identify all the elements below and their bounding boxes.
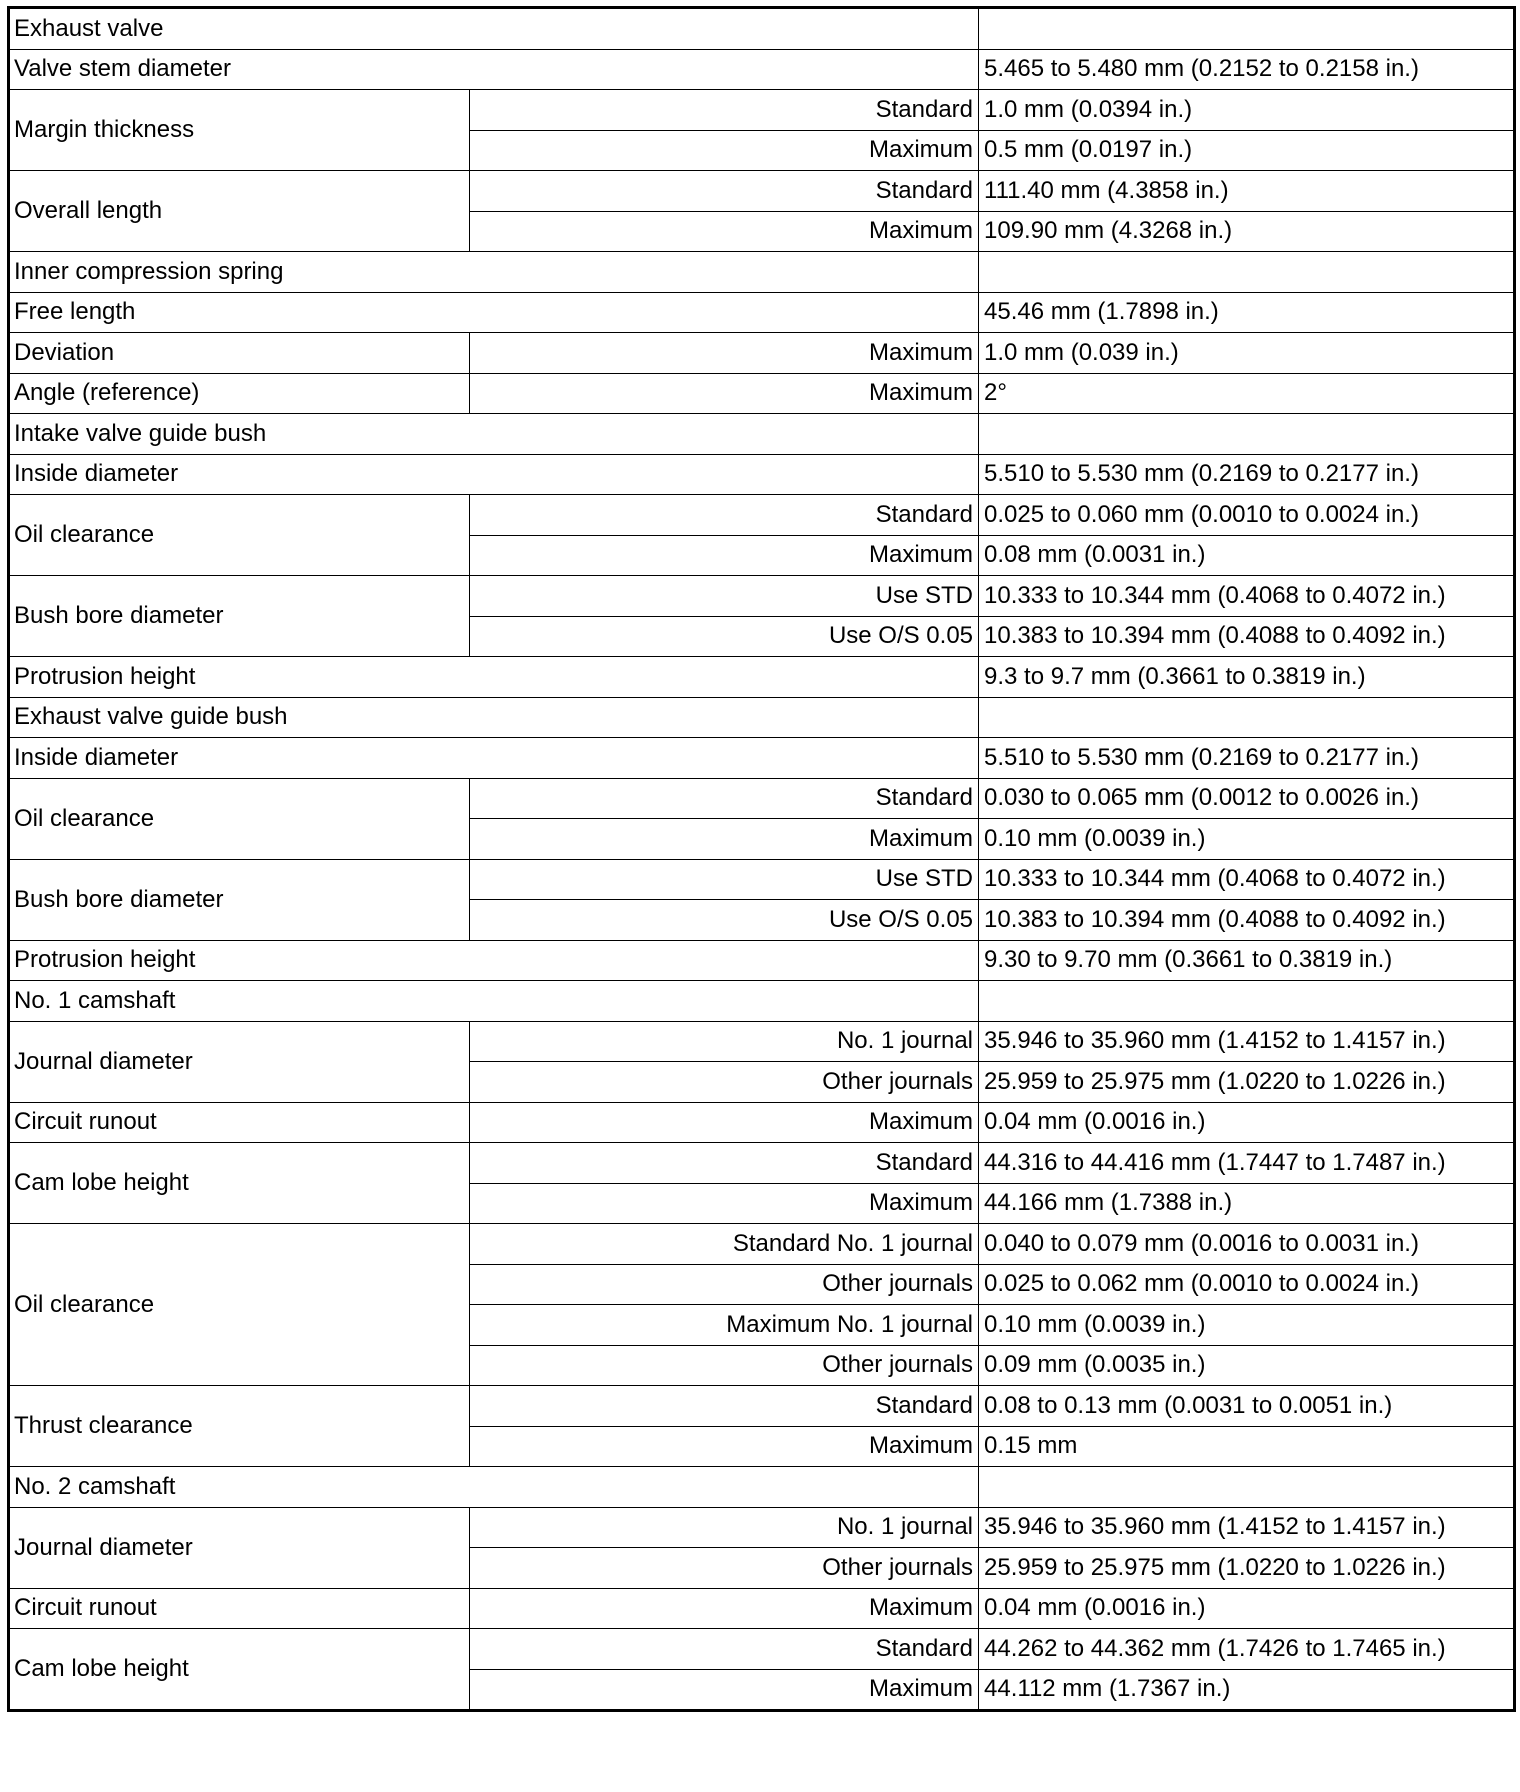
spec-label: Overall length (9, 171, 470, 252)
table-row (9, 1386, 1515, 1427)
spec-value: 44.316 to 44.416 mm (1.7447 to 1.7487 in.) (979, 1143, 1515, 1184)
spec-label: Free length (9, 292, 979, 333)
spec-label: Circuit runout (9, 1102, 470, 1143)
table-row (9, 1224, 1515, 1265)
spec-label: Protrusion height (9, 657, 979, 698)
spec-condition: Standard (470, 90, 979, 131)
spec-value: 0.025 to 0.062 mm (0.0010 to 0.0024 in.) (979, 1264, 1515, 1305)
spec-condition: Other journals (470, 1548, 979, 1589)
spec-value: 0.04 mm (0.0016 in.) (979, 1588, 1515, 1629)
table-row (9, 1507, 1515, 1548)
spec-value: 9.3 to 9.7 mm (0.3661 to 0.3819 in.) (979, 657, 1515, 698)
spec-label: Journal diameter (9, 1507, 470, 1588)
spec-label: Journal diameter (9, 1021, 470, 1102)
spec-label: Thrust clearance (9, 1386, 470, 1467)
spec-condition: Standard (470, 1143, 979, 1184)
spec-condition: Maximum (470, 333, 979, 374)
table-row (9, 1102, 1515, 1143)
spec-label: Deviation (9, 333, 470, 374)
section-row-intake-valve-guide-bush (9, 414, 1515, 455)
spec-table (7, 6, 1516, 1712)
spec-condition: Standard (470, 1629, 979, 1670)
spec-condition: Standard (470, 171, 979, 212)
spec-label: Cam lobe height (9, 1629, 470, 1711)
table-row (9, 940, 1515, 981)
section-row-exhaust-valve (9, 8, 1515, 50)
spec-label: Inside diameter (9, 738, 979, 779)
spec-label: Circuit runout (9, 1588, 470, 1629)
section-heading: No. 2 camshaft (9, 1467, 979, 1508)
spec-condition: No. 1 journal (470, 1021, 979, 1062)
spec-value: 0.030 to 0.065 mm (0.0012 to 0.0026 in.) (979, 778, 1515, 819)
spec-label: Bush bore diameter (9, 859, 470, 940)
spec-value (979, 1467, 1515, 1508)
spec-condition: Standard (470, 778, 979, 819)
table-row (9, 90, 1515, 131)
spec-condition: Other journals (470, 1345, 979, 1386)
spec-value: 10.383 to 10.394 mm (0.4088 to 0.4092 in.) (979, 900, 1515, 941)
table-row (9, 1021, 1515, 1062)
spec-value: 5.510 to 5.530 mm (0.2169 to 0.2177 in.) (979, 454, 1515, 495)
spec-value: 10.333 to 10.344 mm (0.4068 to 0.4072 in.) (979, 576, 1515, 617)
section-heading: Exhaust valve guide bush (9, 697, 979, 738)
spec-value: 0.08 to 0.13 mm (0.0031 to 0.0051 in.) (979, 1386, 1515, 1427)
spec-value: 25.959 to 25.975 mm (1.0220 to 1.0226 in.) (979, 1548, 1515, 1589)
spec-value: 0.025 to 0.060 mm (0.0010 to 0.0024 in.) (979, 495, 1515, 536)
spec-value: 35.946 to 35.960 mm (1.4152 to 1.4157 in.) (979, 1507, 1515, 1548)
section-row-exhaust-valve-guide-bush (9, 697, 1515, 738)
spec-value: 44.262 to 44.362 mm (1.7426 to 1.7465 in.) (979, 1629, 1515, 1670)
spec-condition: Standard (470, 495, 979, 536)
spec-condition: Maximum (470, 130, 979, 171)
spec-value: 10.383 to 10.394 mm (0.4088 to 0.4092 in.) (979, 616, 1515, 657)
spec-value: 1.0 mm (0.0394 in.) (979, 90, 1515, 131)
spec-label: Inside diameter (9, 454, 979, 495)
spec-value: 35.946 to 35.960 mm (1.4152 to 1.4157 in.) (979, 1021, 1515, 1062)
table-row (9, 778, 1515, 819)
table-row (9, 49, 1515, 90)
spec-value: 0.5 mm (0.0197 in.) (979, 130, 1515, 171)
spec-value: 0.10 mm (0.0039 in.) (979, 1305, 1515, 1346)
spec-value: 10.333 to 10.344 mm (0.4068 to 0.4072 in.) (979, 859, 1515, 900)
spec-label: Cam lobe height (9, 1143, 470, 1224)
spec-value: 0.10 mm (0.0039 in.) (979, 819, 1515, 860)
spec-value: 0.040 to 0.079 mm (0.0016 to 0.0031 in.) (979, 1224, 1515, 1265)
spec-condition: Use O/S 0.05 (470, 616, 979, 657)
spec-label: Protrusion height (9, 940, 979, 981)
spec-value: 5.465 to 5.480 mm (0.2152 to 0.2158 in.) (979, 49, 1515, 90)
spec-value: 0.08 mm (0.0031 in.) (979, 535, 1515, 576)
section-row-no-2-camshaft (9, 1467, 1515, 1508)
spec-condition: Use STD (470, 576, 979, 617)
spec-condition: Use STD (470, 859, 979, 900)
spec-value: 45.46 mm (1.7898 in.) (979, 292, 1515, 333)
spec-condition: Other journals (470, 1264, 979, 1305)
table-row (9, 1588, 1515, 1629)
table-row (9, 495, 1515, 536)
spec-condition: No. 1 journal (470, 1507, 979, 1548)
spec-condition: Other journals (470, 1062, 979, 1103)
spec-value (979, 414, 1515, 455)
spec-condition: Use O/S 0.05 (470, 900, 979, 941)
spec-value: 25.959 to 25.975 mm (1.0220 to 1.0226 in.) (979, 1062, 1515, 1103)
spec-value (979, 697, 1515, 738)
spec-condition: Maximum (470, 1588, 979, 1629)
section-heading: No. 1 camshaft (9, 981, 979, 1022)
section-row-inner-compression-spring (9, 252, 1515, 293)
spec-condition: Maximum (470, 1669, 979, 1711)
table-row (9, 657, 1515, 698)
section-heading: Intake valve guide bush (9, 414, 979, 455)
table-row (9, 738, 1515, 779)
spec-condition: Maximum (470, 211, 979, 252)
spec-condition: Maximum (470, 1426, 979, 1467)
table-row (9, 171, 1515, 212)
spec-label: Oil clearance (9, 1224, 470, 1386)
spec-condition: Maximum (470, 1183, 979, 1224)
spec-value: 9.30 to 9.70 mm (0.3661 to 0.3819 in.) (979, 940, 1515, 981)
table-row (9, 292, 1515, 333)
spec-value: 111.40 mm (4.3858 in.) (979, 171, 1515, 212)
spec-label: Valve stem diameter (9, 49, 979, 90)
table-row (9, 373, 1515, 414)
spec-value: 0.15 mm (979, 1426, 1515, 1467)
section-heading: Inner compression spring (9, 252, 979, 293)
table-row (9, 1143, 1515, 1184)
section-row-no-1-camshaft (9, 981, 1515, 1022)
table-row (9, 576, 1515, 617)
spec-label: Oil clearance (9, 495, 470, 576)
spec-label: Oil clearance (9, 778, 470, 859)
table-row (9, 1629, 1515, 1670)
spec-condition: Maximum (470, 819, 979, 860)
spec-label: Angle (reference) (9, 373, 470, 414)
spec-value (979, 252, 1515, 293)
spec-value: 109.90 mm (4.3268 in.) (979, 211, 1515, 252)
spec-value: 2° (979, 373, 1515, 414)
spec-condition: Maximum No. 1 journal (470, 1305, 979, 1346)
table-row (9, 454, 1515, 495)
spec-condition: Standard (470, 1386, 979, 1427)
spec-value: 44.166 mm (1.7388 in.) (979, 1183, 1515, 1224)
spec-condition: Maximum (470, 373, 979, 414)
spec-value: 0.09 mm (0.0035 in.) (979, 1345, 1515, 1386)
spec-condition: Maximum (470, 535, 979, 576)
table-row (9, 333, 1515, 374)
spec-label: Bush bore diameter (9, 576, 470, 657)
spec-value: 0.04 mm (0.0016 in.) (979, 1102, 1515, 1143)
spec-condition: Maximum (470, 1102, 979, 1143)
section-heading: Exhaust valve (9, 8, 979, 50)
table-row (9, 859, 1515, 900)
spec-value: 5.510 to 5.530 mm (0.2169 to 0.2177 in.) (979, 738, 1515, 779)
spec-value (979, 8, 1515, 50)
spec-value: 1.0 mm (0.039 in.) (979, 333, 1515, 374)
spec-value (979, 981, 1515, 1022)
spec-label: Margin thickness (9, 90, 470, 171)
spec-condition: Standard No. 1 journal (470, 1224, 979, 1265)
spec-value: 44.112 mm (1.7367 in.) (979, 1669, 1515, 1711)
